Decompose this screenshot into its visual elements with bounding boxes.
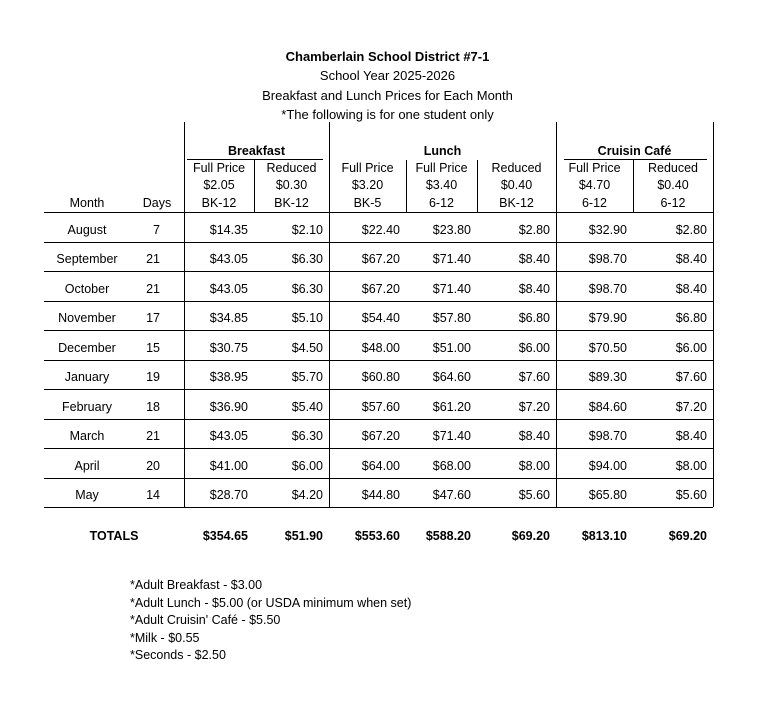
price-cell: $98.70: [588, 429, 627, 443]
month-cell: December: [58, 341, 116, 355]
price-cell: $8.40: [518, 252, 550, 266]
note-adult-breakfast: *Adult Breakfast - $3.00: [130, 578, 263, 592]
student-note: *The following is for one student only: [281, 107, 494, 122]
price-cell: $71.40: [432, 429, 471, 443]
price-cell: $32.90: [588, 223, 627, 237]
unit-price-header: $3.20: [351, 178, 384, 192]
days-cell: 21: [146, 252, 160, 266]
price-cell: $7.20: [675, 400, 707, 414]
note-seconds: *Seconds - $2.50: [130, 648, 226, 662]
price-cell: $36.90: [209, 400, 248, 414]
price-cell: $34.85: [209, 311, 248, 325]
table-row-divider: [44, 507, 713, 508]
price-cell: $6.00: [518, 341, 550, 355]
table-row-divider: [44, 212, 713, 213]
price-cell: $8.40: [675, 429, 707, 443]
unit-price-header: $3.40: [425, 178, 458, 192]
price-cell: $61.20: [432, 400, 471, 414]
price-type-header: Full Price: [192, 161, 246, 175]
total-cell: $69.20: [511, 529, 550, 543]
note-adult-cafe: *Adult Cruisin' Café - $5.50: [130, 613, 281, 627]
price-cell: $44.80: [361, 488, 400, 502]
price-cell: $7.60: [518, 370, 550, 384]
price-cell: $89.30: [588, 370, 627, 384]
price-cell: $8.40: [518, 282, 550, 296]
grade-range-header: BK-12: [201, 196, 237, 210]
month-cell: January: [64, 370, 110, 384]
days-cell: 15: [146, 341, 160, 355]
price-cell: $71.40: [432, 282, 471, 296]
days-cell: 21: [146, 429, 160, 443]
table-row-divider: [44, 419, 713, 420]
price-cell: $8.00: [675, 459, 707, 473]
month-cell: November: [58, 311, 116, 325]
price-cell: $64.00: [361, 459, 400, 473]
document-subtitle: Breakfast and Lunch Prices for Each Month: [262, 88, 513, 103]
price-cell: $8.40: [518, 429, 550, 443]
price-cell: $5.60: [675, 488, 707, 502]
price-cell: $57.80: [432, 311, 471, 325]
total-cell: $813.10: [581, 529, 627, 543]
column-header-days: Days: [142, 196, 172, 210]
price-cell: $5.70: [291, 370, 323, 384]
days-cell: 14: [146, 488, 160, 502]
price-type-header: Full Price: [341, 161, 394, 175]
month-cell: September: [56, 252, 118, 266]
price-cell: $8.40: [675, 252, 707, 266]
unit-price-header: $0.40: [500, 178, 533, 192]
price-cell: $57.60: [361, 400, 400, 414]
price-type-header: Reduced: [491, 161, 542, 175]
note-milk: *Milk - $0.55: [130, 630, 200, 645]
price-cell: $6.30: [291, 252, 323, 266]
price-cell: $5.10: [291, 311, 323, 325]
price-cell: $30.75: [209, 341, 248, 355]
price-type-header: Reduced: [647, 161, 699, 175]
price-cell: $8.40: [675, 282, 707, 296]
price-cell: $38.95: [209, 370, 248, 384]
month-cell: April: [74, 459, 100, 473]
unit-price-header: $0.40: [657, 178, 689, 192]
days-cell: 18: [146, 400, 160, 414]
grade-range-header: BK-12: [499, 196, 534, 210]
group-header-breakfast: Breakfast: [228, 144, 285, 158]
price-cell: $14.35: [209, 223, 248, 237]
price-cell: $2.80: [518, 223, 550, 237]
total-cell: $553.60: [354, 529, 400, 543]
price-cell: $60.80: [361, 370, 400, 384]
month-cell: October: [64, 282, 110, 296]
price-type-header: Reduced: [266, 161, 317, 175]
price-cell: $64.60: [432, 370, 471, 384]
total-cell: $588.20: [425, 529, 471, 543]
price-cell: $98.70: [588, 252, 627, 266]
price-cell: $43.05: [209, 429, 248, 443]
price-cell: $94.00: [588, 459, 627, 473]
price-cell: $5.60: [518, 488, 550, 502]
price-cell: $6.80: [675, 311, 707, 325]
price-cell: $84.60: [588, 400, 627, 414]
price-cell: $7.60: [675, 370, 707, 384]
total-cell: $69.20: [668, 529, 707, 543]
grade-range-header: BK-5: [353, 196, 382, 210]
price-cell: $28.70: [209, 488, 248, 502]
table-row-divider: [44, 330, 713, 331]
table-row-divider: [44, 271, 713, 272]
price-cell: $6.00: [291, 459, 323, 473]
price-cell: $51.00: [432, 341, 471, 355]
price-cell: $22.40: [361, 223, 400, 237]
days-cell: 19: [146, 370, 160, 384]
price-cell: $7.20: [518, 400, 550, 414]
price-cell: $79.90: [588, 311, 627, 325]
table-row-divider: [44, 242, 713, 243]
price-cell: $67.20: [361, 252, 400, 266]
adult-price-notes: [130, 577, 411, 665]
days-cell: 20: [146, 459, 160, 473]
price-cell: $2.80: [675, 223, 707, 237]
price-cell: $6.00: [675, 341, 707, 355]
unit-price-header: $4.70: [578, 178, 611, 192]
price-cell: $41.00: [209, 459, 248, 473]
school-year: School Year 2025-2026: [319, 68, 456, 83]
price-cell: $48.00: [361, 341, 400, 355]
price-cell: $2.10: [291, 223, 323, 237]
month-cell: May: [75, 488, 99, 502]
grade-range-header: 6-12: [428, 196, 455, 210]
price-cell: $47.60: [432, 488, 471, 502]
month-cell: August: [67, 223, 107, 237]
group-header-lunch: Lunch: [423, 144, 462, 158]
days-cell: 21: [146, 282, 160, 296]
grade-range-header: 6-12: [581, 196, 608, 210]
price-cell: $6.80: [518, 311, 550, 325]
column-header-month: Month: [69, 196, 105, 210]
note-adult-lunch: *Adult Lunch - $5.00 (or USDA minimum when set): [130, 595, 412, 610]
days-cell: 7: [153, 223, 160, 237]
price-type-header: Full Price: [568, 161, 621, 175]
price-cell: $67.20: [361, 282, 400, 296]
price-type-header: Full Price: [415, 161, 468, 175]
price-cell: $8.00: [518, 459, 550, 473]
table-row-divider: [44, 478, 713, 479]
price-cell: $4.50: [291, 341, 323, 355]
grade-range-header: 6-12: [660, 196, 686, 210]
price-cell: $70.50: [588, 341, 627, 355]
group-header-cafe: Cruisin Café: [597, 144, 672, 158]
days-cell: 17: [146, 311, 160, 325]
price-cell: $5.40: [291, 400, 323, 414]
month-cell: March: [69, 429, 105, 443]
table-row-divider: [44, 448, 713, 449]
table-row-divider: [44, 389, 713, 390]
unit-price-header: $2.05: [203, 178, 235, 192]
price-cell: $23.80: [432, 223, 471, 237]
price-cell: $43.05: [209, 252, 248, 266]
price-cell: $6.30: [291, 282, 323, 296]
table-row-divider: [44, 360, 713, 361]
document-title: Chamberlain School District #7-1: [285, 49, 490, 64]
totals-label: TOTALS: [89, 529, 139, 543]
price-cell: $54.40: [361, 311, 400, 325]
price-cell: $65.80: [588, 488, 627, 502]
price-cell: $98.70: [588, 282, 627, 296]
price-cell: $67.20: [361, 429, 400, 443]
total-cell: $51.90: [284, 529, 323, 543]
unit-price-header: $0.30: [275, 178, 308, 192]
price-cell: $4.20: [291, 488, 323, 502]
table-row-divider: [44, 301, 713, 302]
month-cell: February: [61, 400, 113, 414]
total-cell: $354.65: [202, 529, 248, 543]
price-cell: $6.30: [291, 429, 323, 443]
table-column-divider: [713, 122, 714, 507]
price-cell: $71.40: [432, 252, 471, 266]
price-cell: $68.00: [432, 459, 471, 473]
grade-range-header: BK-12: [274, 196, 309, 210]
price-cell: $43.05: [209, 282, 248, 296]
